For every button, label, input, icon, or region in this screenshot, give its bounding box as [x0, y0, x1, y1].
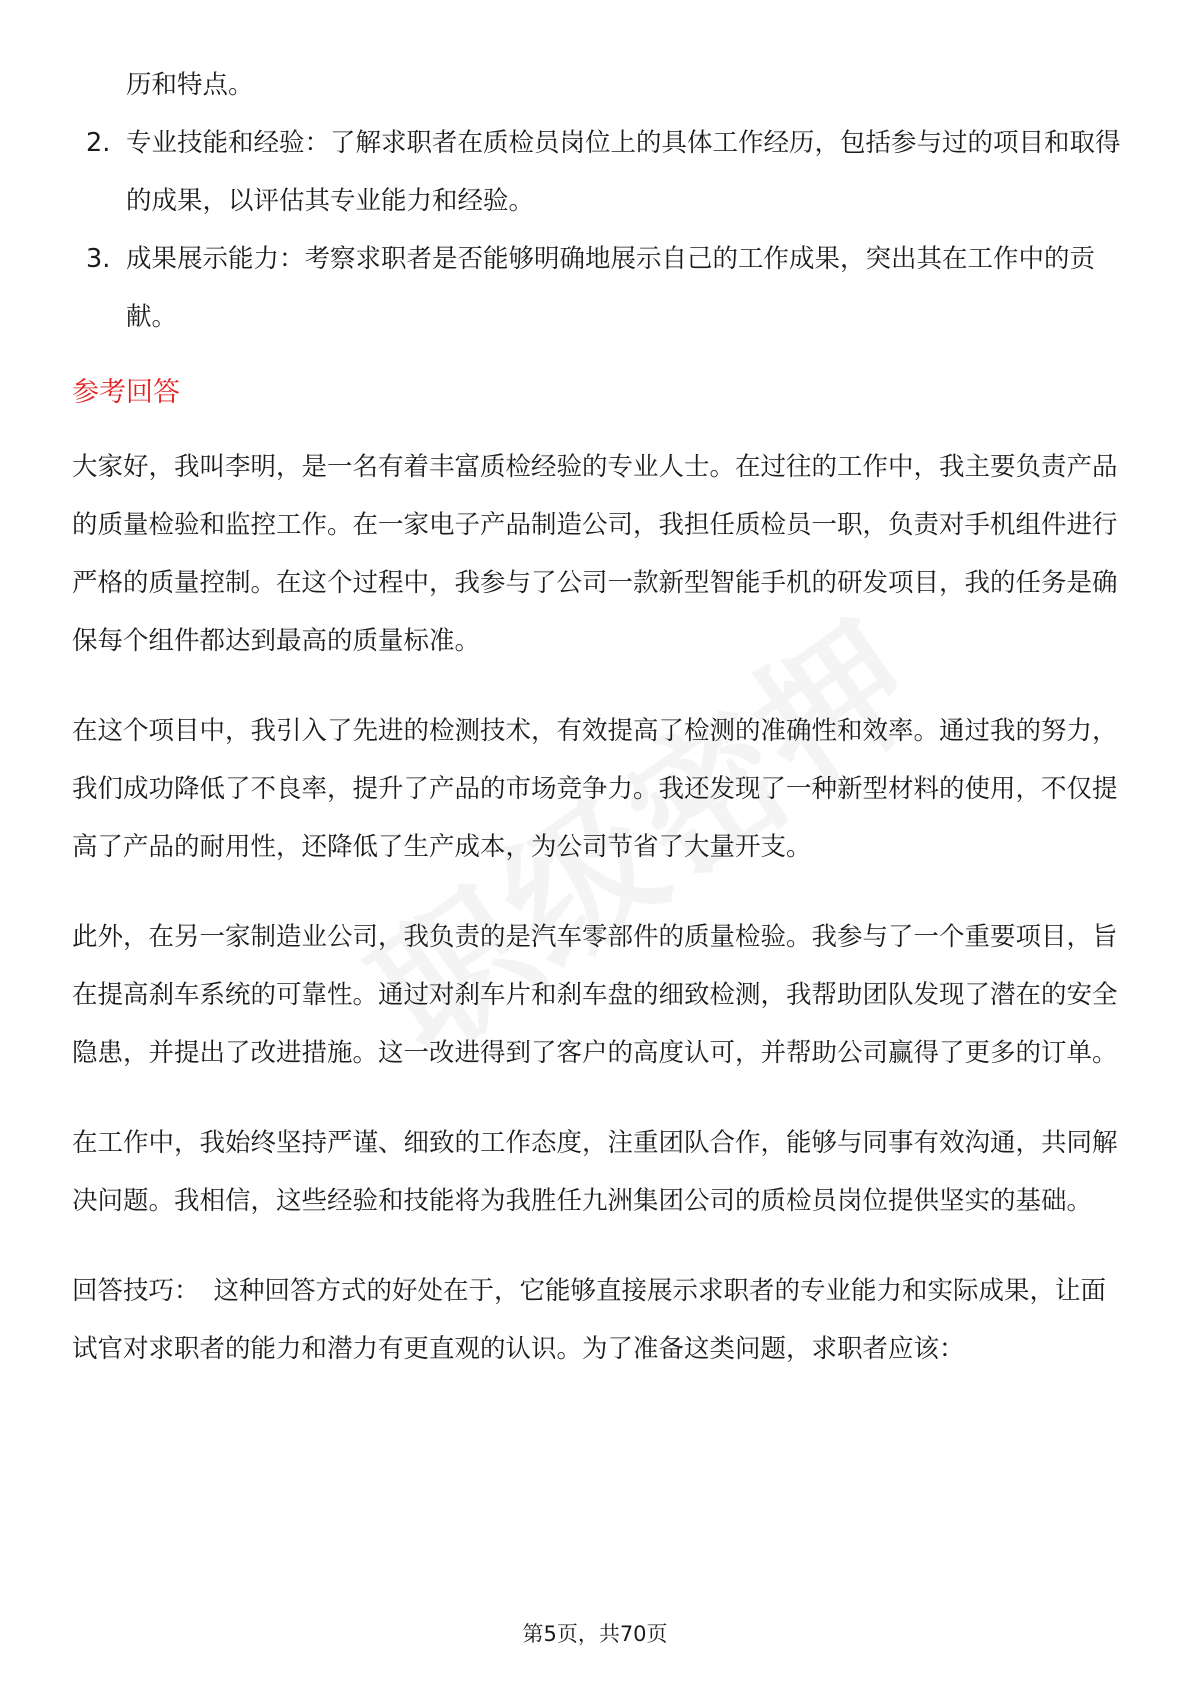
list-item-text: 专业技能和经验：了解求职者在质检员岗位上的具体工作经历，包括参与过的项目和取得的成果，以评估其专业能力和经验。 [126, 128, 1121, 216]
answer-paragraph: 此外，在另一家制造业公司，我负责的是汽车零部件的质量检验。我参与了一个重要项目，旨在提高刹车系统的可靠性。通过对刹车片和刹车盘的细致检测，我帮助团队发现了潜在的安全隐患，并提出了改进措施。这一改进得到了客户的高度认可，并帮助公司赢得了更多的订单。 [72, 922, 1118, 1068]
tips-label: 回答技巧： [72, 1276, 200, 1306]
criteria-list [72, 114, 1122, 346]
page-number: 第5页，共70页 [522, 1622, 668, 1646]
list-item [72, 230, 1122, 346]
page-content [72, 56, 1122, 1378]
answer-paragraph: 大家好，我叫李明，是一名有着丰富质检经验的专业人士。在过往的工作中，我主要负责产品的质量检验和监控工作。在一家电子产品制造公司，我担任质检员一职，负责对手机组件进行严格的质量控制。在这个过程中，我参与了公司一款新型智能手机的研发项目，我的任务是确保每个组件都达到最高的质量标准。 [72, 452, 1118, 656]
answer-paragraph: 在这个项目中，我引入了先进的检测技术，有效提高了检测的准确性和效率。通过我的努力，我们成功降低了不良率，提升了产品的市场竞争力。我还发现了一种新型材料的使用，不仅提高了产品的耐用性，还降低了生产成本，为公司节省了大量开支。 [72, 716, 1118, 862]
list-item-number: 2. [86, 128, 111, 158]
answer-paragraph: 在工作中，我始终坚持严谨、细致的工作态度，注重团队合作，能够与同事有效沟通，共同解决问题。我相信，这些经验和技能将为我胜任九洲集团公司的质检员岗位提供坚实的基础。 [72, 1128, 1118, 1216]
list-continuation-text: 历和特点。 [126, 70, 254, 100]
section-title: 参考回答 [72, 377, 180, 408]
tips-text: 这种回答方式的好处在于，它能够直接展示求职者的专业能力和实际成果，让面试官对求职者的能力和潜力有更直观的认识。为了准备这类问题，求职者应该： [72, 1276, 1107, 1364]
answer-tips [72, 1262, 1122, 1378]
list-item-number: 3. [86, 244, 111, 274]
list-item [72, 114, 1122, 230]
list-item-text: 成果展示能力：考察求职者是否能够明确地展示自己的工作成果，突出其在工作中的贡献。 [126, 244, 1096, 332]
